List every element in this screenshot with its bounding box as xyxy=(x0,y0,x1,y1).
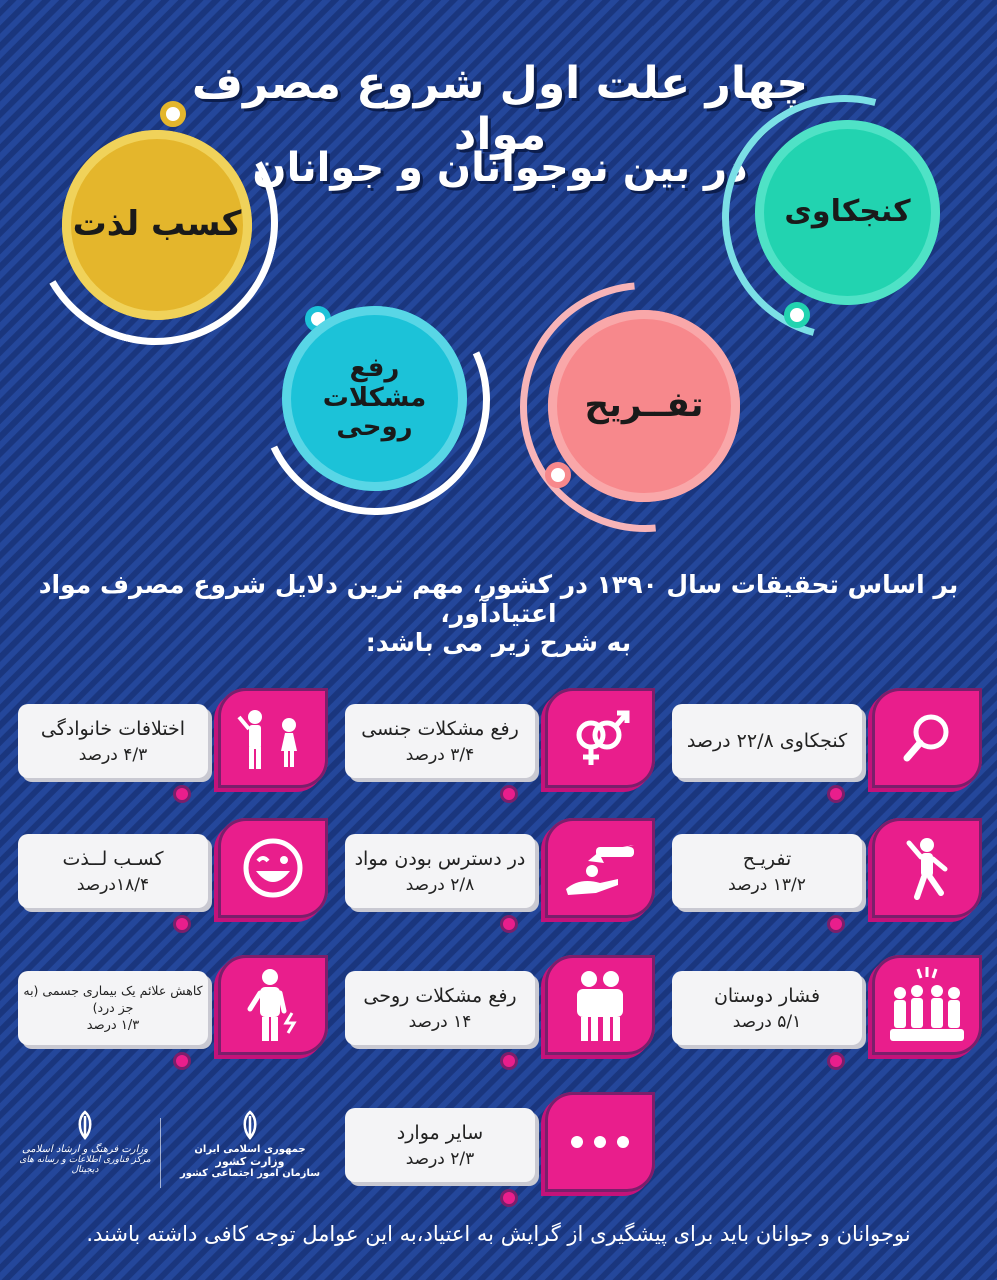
item-name: کاهش علائم یک بیماری جسمی (به جز درد) xyxy=(23,982,203,1015)
card-physical xyxy=(18,955,328,1065)
logo-interior-ministry xyxy=(170,1110,330,1179)
card-family xyxy=(18,688,328,798)
logo-divider xyxy=(160,1118,161,1188)
ring-dot xyxy=(545,462,571,488)
card-label xyxy=(672,834,862,908)
card-label xyxy=(18,834,208,908)
item-percent: ۵/۱ درصد xyxy=(732,1012,802,1033)
item-percent: ۳/۴ درصد xyxy=(405,745,475,766)
logo-line: وزارت فرهنگ و ارشاد اسلامی xyxy=(21,1144,149,1155)
pointer-dot xyxy=(503,918,515,930)
logo-line: وزارت کشور xyxy=(215,1155,285,1168)
pointer-dot xyxy=(830,918,842,930)
card-fun xyxy=(672,818,982,928)
circle-pleasure xyxy=(62,130,252,320)
item-name: کنجکاوی ۲۲/۸ درصد xyxy=(686,729,848,752)
pointer-dot xyxy=(830,788,842,800)
item-name: تفریـح xyxy=(742,847,792,870)
logo-line: مرکز فناوری اطلاعات و رسانه های دیجیتال xyxy=(19,1155,151,1175)
tile xyxy=(872,688,982,788)
logo-line: سازمان امور اجتماعی کشور xyxy=(179,1168,321,1179)
tile xyxy=(872,955,982,1055)
card-curiosity xyxy=(672,688,982,798)
item-name: سایر موارد xyxy=(396,1121,484,1144)
item-percent: ۱/۳ درصد xyxy=(86,1018,140,1034)
ring-dot xyxy=(160,101,186,127)
circle-fun xyxy=(548,310,740,502)
magnifier-icon xyxy=(897,708,957,768)
tile xyxy=(218,955,328,1055)
hand-giving-icon xyxy=(560,833,640,903)
item-percent: ۱۴ درصد xyxy=(408,1012,472,1033)
pointer-dot xyxy=(503,1055,515,1067)
tile xyxy=(545,955,655,1055)
pointer-dot xyxy=(503,788,515,800)
circle-mental-label: رفع مشکلات روحی xyxy=(322,352,427,443)
tile xyxy=(545,818,655,918)
item-name: کسـب لــذت xyxy=(62,847,164,870)
peer-group-icon xyxy=(886,965,968,1045)
card-label xyxy=(345,971,535,1045)
dancing-person-icon xyxy=(897,833,957,903)
item-name: اختلافات خانوادگی xyxy=(40,717,186,740)
item-name: رفع مشکلات جنسی xyxy=(361,717,519,740)
card-label xyxy=(345,834,535,908)
tile xyxy=(545,688,655,788)
laughing-face-icon xyxy=(240,835,306,901)
ellipsis-icon xyxy=(565,1132,635,1152)
card-label xyxy=(18,971,208,1045)
hugging-people-icon xyxy=(567,967,633,1043)
card-label xyxy=(345,1108,535,1182)
circle-fun-label: تفــریح xyxy=(584,385,704,426)
card-peer-pressure xyxy=(672,955,982,1065)
card-pleasure xyxy=(18,818,328,928)
page-title: چهار علت اول شروع مصرف مواد xyxy=(191,58,809,160)
logo-culture-ministry xyxy=(10,1110,160,1175)
tile xyxy=(218,818,328,918)
item-percent: ۴/۳ درصد xyxy=(78,745,148,766)
gender-symbols-icon xyxy=(565,703,635,773)
card-label xyxy=(672,704,862,778)
item-percent: ۲/۸ درصد xyxy=(405,875,475,896)
circle-mental xyxy=(282,306,467,491)
card-other xyxy=(345,1092,655,1202)
item-percent: ۱۸/۴درصد xyxy=(76,875,150,896)
circle-curiosity-label: کنجکاوی xyxy=(784,194,911,230)
item-name: در دسترس بودن مواد xyxy=(354,847,526,870)
ring-dot xyxy=(784,302,810,328)
iran-emblem-icon xyxy=(235,1110,265,1140)
card-label xyxy=(672,971,862,1045)
card-label xyxy=(345,704,535,778)
card-label xyxy=(18,704,208,778)
card-mental xyxy=(345,955,655,1065)
intro-line-2: به شرح زیر می باشد: xyxy=(365,628,632,657)
item-name: فشار دوستان xyxy=(713,984,821,1007)
item-percent: ۲/۳ درصد xyxy=(405,1149,475,1170)
footer-note: نوجوانان و جوانان باید برای پیشگیری از گرایش به اعتیاد،به این عوامل توجه کافی داشته باشند. xyxy=(86,1222,911,1246)
item-name: رفع مشکلات روحی xyxy=(363,984,517,1007)
card-availability xyxy=(345,818,655,928)
tile xyxy=(872,818,982,918)
pointer-dot xyxy=(503,1192,515,1204)
logo-line: جمهوری اسلامی ایران xyxy=(194,1144,306,1155)
intro-line-1: بر اساس تحقیقات سال ۱۳۹۰ در کشور، مهم ترین دلایل شروع مصرف مواد اعتیادآور، xyxy=(38,570,959,628)
page-subtitle: در بین نوجوانان و جوانان xyxy=(252,145,748,191)
pointer-dot xyxy=(176,788,188,800)
sick-person-icon xyxy=(240,967,306,1043)
item-percent: ۱۳/۲ درصد xyxy=(728,875,806,896)
pointer-dot xyxy=(176,918,188,930)
pointer-dot xyxy=(830,1055,842,1067)
pointer-dot xyxy=(176,1055,188,1067)
circle-curiosity xyxy=(755,120,940,305)
circle-pleasure-label: کسب لذت xyxy=(72,204,242,245)
card-sexual xyxy=(345,688,655,798)
tile xyxy=(545,1092,655,1192)
family-conflict-icon xyxy=(233,703,313,773)
tile xyxy=(218,688,328,788)
iran-emblem-icon xyxy=(70,1110,100,1140)
